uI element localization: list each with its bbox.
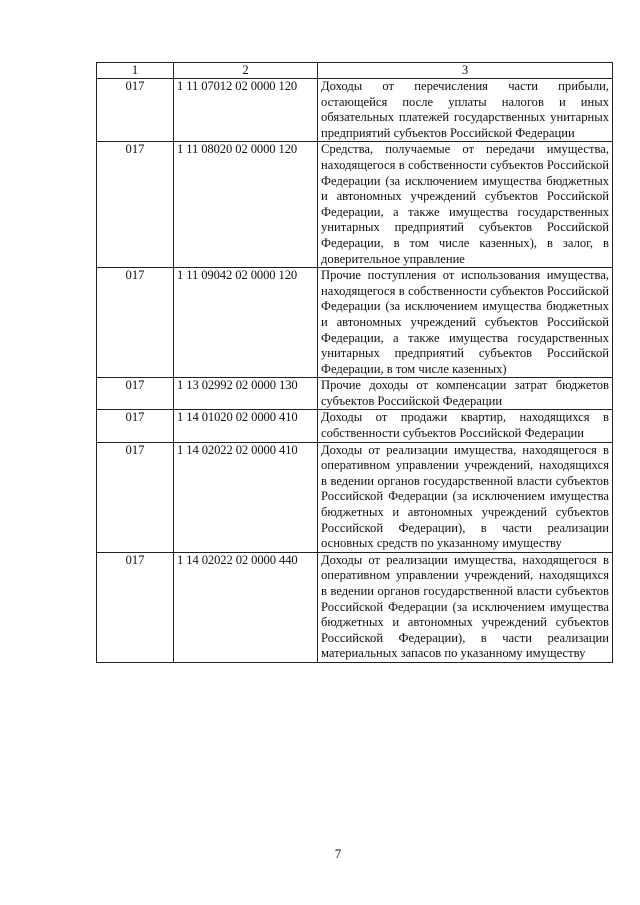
income-description: Доходы от реализации имущества, находящегося в оперативном управлении учреждений, находящихся в ведении органов государственной власти субъектов Российской Федерации (за исключением имущества бюджетных и автономных учреждений субъектов Российской Федерации), в части реализации основных средств по указанному имуществу bbox=[318, 442, 613, 552]
column-header-3: 3 bbox=[318, 63, 613, 79]
table-row bbox=[97, 142, 613, 268]
budget-classification-code: 1 13 02992 02 0000 130 bbox=[174, 378, 318, 410]
income-description: Доходы от продажи квартир, находящихся в собственности субъектов Российской Федерации bbox=[318, 410, 613, 442]
column-header-1: 1 bbox=[97, 63, 174, 79]
administrator-code: 017 bbox=[97, 142, 174, 268]
table-row bbox=[97, 268, 613, 378]
administrator-code: 017 bbox=[97, 410, 174, 442]
administrator-code: 017 bbox=[97, 268, 174, 378]
table-header bbox=[97, 63, 613, 79]
income-description: Доходы от перечисления части прибыли, остающейся после уплаты налогов и иных обязательных платежей государственных унитарных предприятий субъектов Российской Федерации bbox=[318, 79, 613, 142]
income-description: Прочие поступления от использования имущества, находящегося в собственности субъектов Российской Федерации (за исключением имущества бюджетных и автономных учреждений субъектов Российской Федерации, а также имущества государственных унитарных предприятий субъектов Российской Федерации, в том числе казенных) bbox=[318, 268, 613, 378]
table-row bbox=[97, 552, 613, 662]
table-row bbox=[97, 79, 613, 142]
budget-classification-code: 1 11 08020 02 0000 120 bbox=[174, 142, 318, 268]
budget-codes-table bbox=[96, 62, 613, 663]
table-row bbox=[97, 410, 613, 442]
budget-classification-code: 1 11 07012 02 0000 120 bbox=[174, 79, 318, 142]
budget-classification-code: 1 14 02022 02 0000 410 bbox=[174, 442, 318, 552]
table-body bbox=[97, 79, 613, 663]
administrator-code: 017 bbox=[97, 79, 174, 142]
income-description: Средства, получаемые от передачи имущества, находящегося в собственности субъектов Российской Федерации (за исключением имущества бюджетных и автономных учреждений субъектов Российской Федерации, а также имущества государственных унитарных предприятий субъектов Российской Федерации, в том числе казенных), в залог, в доверительное управление bbox=[318, 142, 613, 268]
column-header-2: 2 bbox=[174, 63, 318, 79]
table-row bbox=[97, 442, 613, 552]
budget-classification-code: 1 11 09042 02 0000 120 bbox=[174, 268, 318, 378]
table-row bbox=[97, 378, 613, 410]
budget-classification-code: 1 14 01020 02 0000 410 bbox=[174, 410, 318, 442]
header-row bbox=[97, 63, 613, 79]
budget-classification-code: 1 14 02022 02 0000 440 bbox=[174, 552, 318, 662]
page-number: 7 bbox=[334, 846, 342, 861]
administrator-code: 017 bbox=[97, 378, 174, 410]
income-description: Доходы от реализации имущества, находящегося в оперативном управлении учреждений, находящихся в ведении органов государственной власти субъектов Российской Федерации (за исключением имущества бюджетных и автономных учреждений субъектов Российской Федерации), в части реализации материальных запасов по указанному имуществу bbox=[318, 552, 613, 662]
income-description: Прочие доходы от компенсации затрат бюджетов субъектов Российской Федерации bbox=[318, 378, 613, 410]
administrator-code: 017 bbox=[97, 552, 174, 662]
administrator-code: 017 bbox=[97, 442, 174, 552]
